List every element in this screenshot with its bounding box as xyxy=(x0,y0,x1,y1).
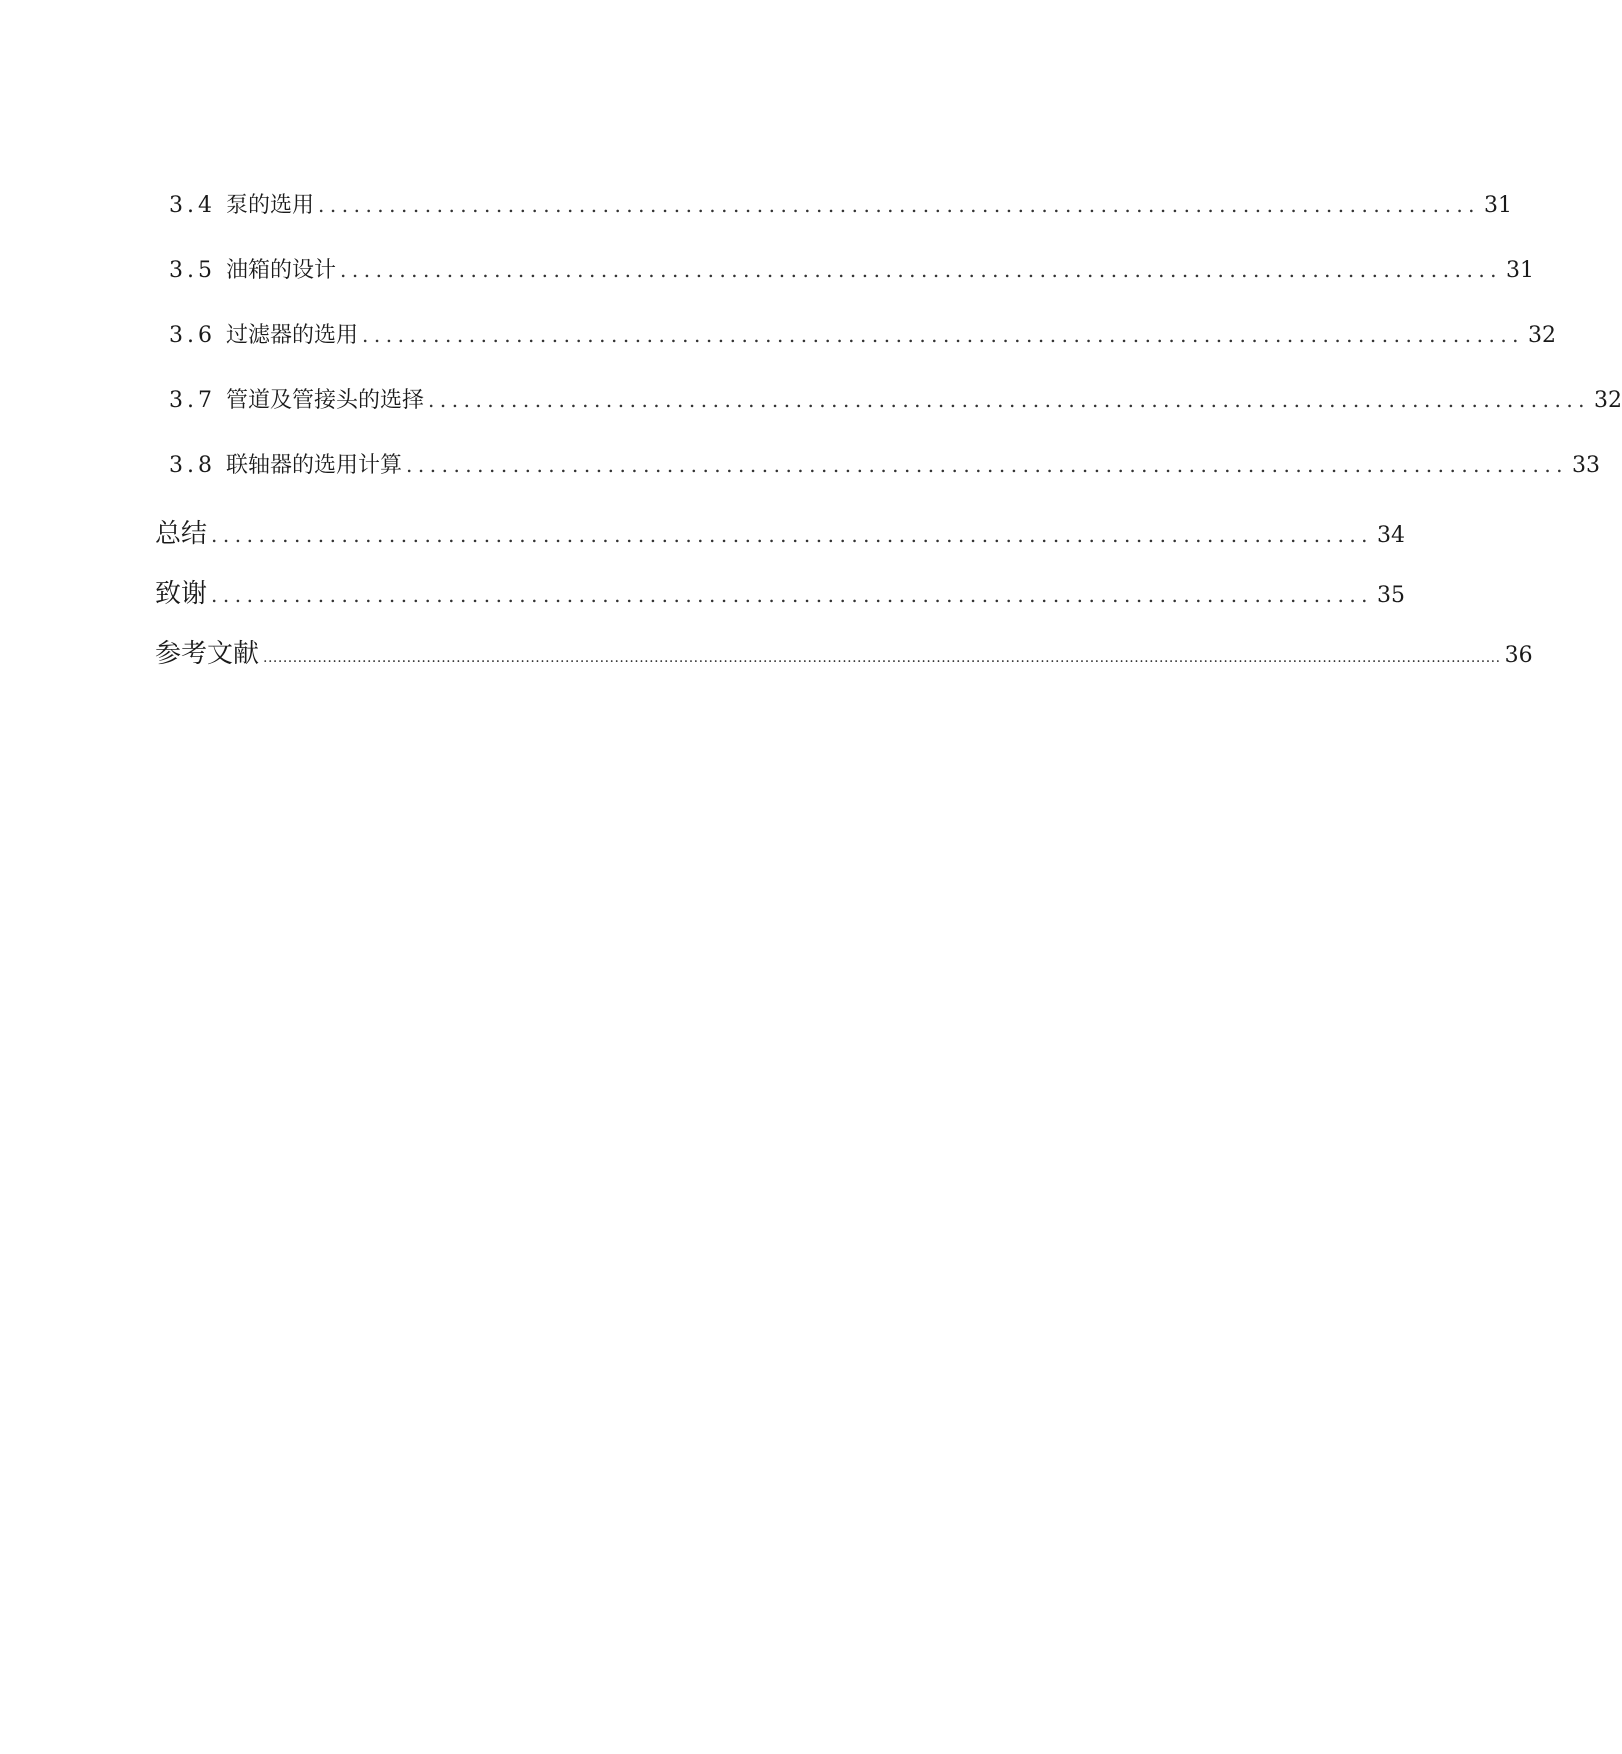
toc-entry-3-4[interactable] xyxy=(155,188,1513,253)
toc-entry-number: 3.7 xyxy=(169,388,216,413)
toc-entry-3-8[interactable] xyxy=(155,448,1601,513)
dot-leader: .................................................................................................. xyxy=(211,523,1374,547)
dot-leader: .................................................................................................. xyxy=(211,583,1374,607)
toc-entry-page: 31 xyxy=(1484,193,1513,218)
toc-entry-number: 3.4 xyxy=(169,193,216,218)
toc-entry-3-5[interactable] xyxy=(155,253,1535,318)
toc-entry-3-6[interactable] xyxy=(155,318,1557,383)
toc-entry-page: 32 xyxy=(1594,388,1622,413)
dot-leader: .......................................................................................................................................................................................................................................................... xyxy=(263,650,1501,666)
toc-entry-title: 参考文献 xyxy=(155,639,260,669)
toc-entry-title: 总结 xyxy=(155,519,208,549)
toc-entry-acknowledgements[interactable] xyxy=(155,573,1406,633)
toc-entry-title: 联轴器的选用计算 xyxy=(226,453,403,478)
toc-entry-3-7[interactable] xyxy=(155,383,1622,448)
toc-entry-title: 管道及管接头的选择 xyxy=(226,388,425,413)
toc-entry-number: 3.8 xyxy=(169,453,216,478)
dot-leader: .................................................................................................. xyxy=(428,388,1591,412)
table-of-contents xyxy=(155,188,1622,693)
toc-entry-number: 3.6 xyxy=(169,323,216,348)
dot-leader: .................................................................................................. xyxy=(340,258,1503,282)
dot-leader: .................................................................................................. xyxy=(362,323,1525,347)
toc-entry-title: 过滤器的选用 xyxy=(226,323,359,348)
toc-entry-page: 35 xyxy=(1377,583,1406,608)
toc-entry-summary[interactable] xyxy=(155,513,1406,573)
toc-entry-page: 33 xyxy=(1572,453,1601,478)
toc-entry-page: 34 xyxy=(1377,523,1406,548)
toc-entry-references[interactable] xyxy=(155,633,1533,693)
toc-entry-number: 3.5 xyxy=(169,258,216,283)
toc-entry-title: 致谢 xyxy=(155,579,208,609)
toc-entry-page: 31 xyxy=(1506,258,1535,283)
dot-leader: .................................................................................................. xyxy=(318,193,1481,217)
toc-entry-page: 36 xyxy=(1504,643,1533,668)
dot-leader: .................................................................................................. xyxy=(406,453,1569,477)
toc-entry-title: 油箱的设计 xyxy=(226,258,337,283)
toc-entry-page: 32 xyxy=(1528,323,1557,348)
toc-entry-title: 泵的选用 xyxy=(226,193,315,218)
